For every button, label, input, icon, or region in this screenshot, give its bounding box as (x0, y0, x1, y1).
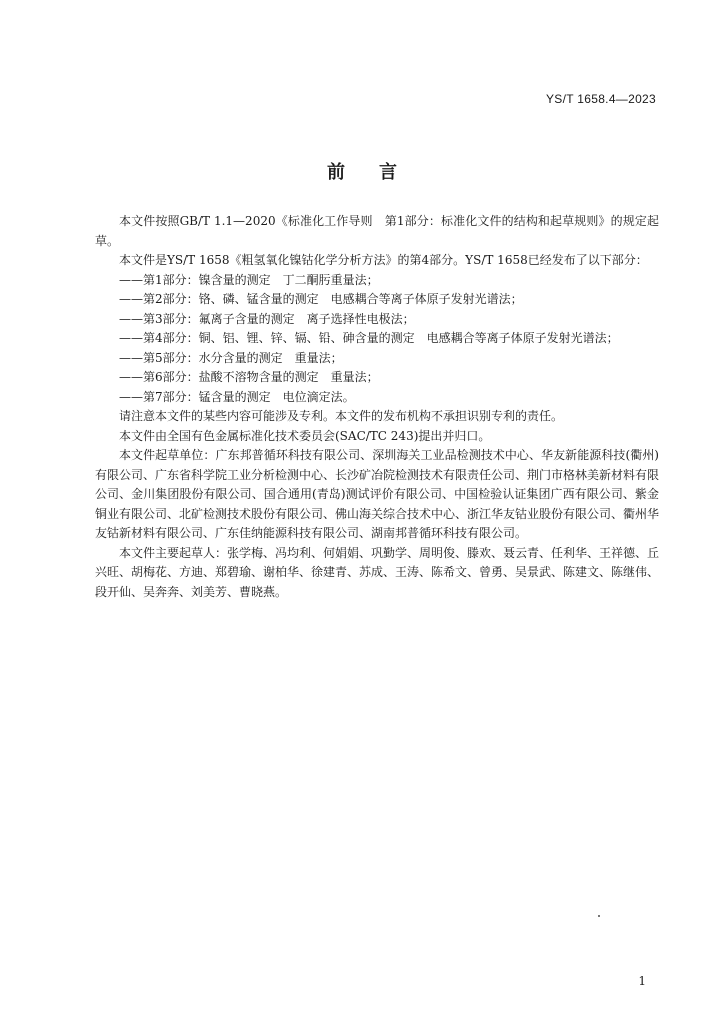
list-item-part-4: ——第4部分：铜、铝、锂、锌、镉、铅、砷含量的测定 电感耦合等离子体原子发射光谱法； (119, 331, 619, 345)
paragraph-drafters: 本文件主要起草人：张学梅、冯均利、何娟娟、巩勤学、周明俊、滕欢、聂云青、任利华、王祥德、丘兴旺、胡梅花、方迪、郑碧瑜、谢柏华、徐建青、苏成、王涛、陈希文、曾勇、吴景武、陈建文、陈继伟、段开仙、吴奔奔、刘美芳、曹晓燕。 (95, 545, 660, 599)
standard-code: YS/T 1658.4—2023 (546, 92, 656, 106)
list-item-part-5: ——第5部分：水分含量的测定 重量法； (119, 350, 343, 365)
list-item-part-3: ——第3部分：氟离子含量的测定 离子选择性电极法； (119, 311, 415, 326)
paragraph-basis: 本文件按照GB/T 1.1—2020《标准化工作导则 第1部分：标准化文件的结构和起草规则》的规定起草。 (95, 214, 659, 248)
paragraph-patent: 请注意本文件的某些内容可能涉及专利。本文件的发布机构不承担识别专利的责任。 (119, 409, 564, 423)
scan-speck (598, 915, 600, 917)
page-title: 前言 (327, 162, 431, 183)
paragraph-series: 本文件是YS/T 1658《粗氢氧化镍钴化学分析方法》的第4部分。YS/T 1658已经发布了以下部分： (119, 253, 648, 267)
list-item-part-7: ——第7部分：锰含量的测定 电位滴定法。 (119, 389, 355, 404)
parts-list (95, 271, 659, 408)
page-number: 1 (638, 974, 646, 988)
list-item-part-6: ——第6部分：盐酸不溶物含量的测定 重量法； (119, 370, 379, 384)
list-item-part-2: ——第2部分：铬、磷、锰含量的测定 电感耦合等离子体原子发射光谱法； (119, 292, 523, 306)
list-item-part-1: ——第1部分：镍含量的测定 丁二酮肟重量法； (119, 272, 379, 287)
foreword-body (95, 212, 659, 602)
paragraph-proposer: 本文件由全国有色金属标准化技术委员会(SAC/TC 243)提出并归口。 (119, 428, 491, 443)
paragraph-drafting-units: 本文件起草单位：广东邦普循环科技有限公司、深圳海关工业品检测技术中心、华友新能源科技(衢州)有限公司、广东省科学院工业分析检测中心、长沙矿冶院检测技术有限责任公司、荆门市格林美新材料有限公司、金川集团股份有限公司、国合通用(青岛)测试评价有限公司、中国检验认证集团广西有限公司、紫金铜业有限公司、北矿检测技术股份有限公司、佛山海关综合技术中心、浙江华友钴业股份有限公司、衢州华友钴新材料有限公司、广东佳纳能源科技有限公司、湖南邦普循环科技有限公司。 (95, 448, 660, 540)
